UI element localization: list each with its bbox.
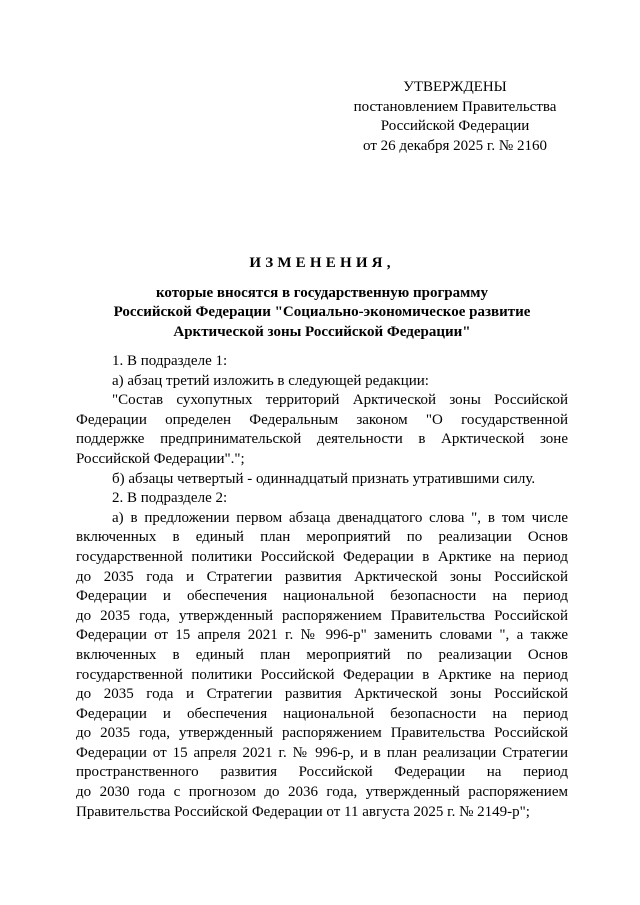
paragraph-6-line: государственной политики Российской Федерации в Арктике на период — [76, 548, 568, 565]
paragraph-6-line: Федерации от 15 апреля 2021 г. № 996-р, и в план реализации Стратегии — [76, 744, 568, 761]
paragraph-6-line: а) в предложении первом абзаца двенадцатого слова ", в том числе — [112, 509, 568, 526]
document-heading — [76, 254, 568, 342]
paragraph-3 — [76, 391, 568, 469]
approval-line-3: от 26 декабря 2025 г. № 2160 — [363, 137, 547, 154]
paragraph-3-line: Федерации определен Федеральным законом "О государственной — [76, 411, 568, 428]
heading-subtitle-1: которые вносятся в государственную программу — [155, 284, 489, 301]
paragraph-4: б) абзацы четвертый - одиннадцатый признать утратившими силу. — [112, 470, 536, 487]
paragraph-6-line: до 2030 года с прогнозом до 2036 года, утвержденный распоряжением — [76, 784, 568, 801]
paragraph-3-line: поддержке предпринимательской деятельности в Арктической зоне — [76, 431, 568, 448]
approval-stamp — [340, 78, 570, 156]
heading-subtitle-3: Арктической зоны Российской Федерации" — [173, 323, 471, 340]
paragraph-6-line: Федерации от 15 апреля 2021 г. № 996-р" заменить словами ", а также — [76, 627, 568, 644]
paragraph-1: 1. В подразделе 1: — [112, 353, 228, 369]
paragraph-6-line: включенных в единый план мероприятий по реализации Основ — [76, 529, 568, 546]
paragraph-3-line: Российской Федерации"."; — [76, 450, 245, 467]
paragraph-6-line: до 2035 года, утвержденный распоряжением Правительства Российской — [76, 725, 568, 742]
document-body — [76, 352, 568, 822]
paragraph-6-line: до 2035 года и Стратегии развития Арктической зоны Российской — [76, 686, 568, 703]
paragraph-3-line: "Состав сухопутных территорий Арктической зоны Российской — [112, 392, 568, 409]
paragraph-6-line: Федерации и обеспечения национальной безопасности на период — [76, 705, 568, 722]
heading-title: ИЗМЕНЕНИЯ, — [249, 255, 395, 271]
paragraph-6-line: государственной политики Российской Федерации в Арктике на период — [76, 666, 568, 683]
approval-line-1: постановлением Правительства — [353, 98, 557, 115]
paragraph-6-line: до 2035 года и Стратегии развития Арктической зоны Российской — [76, 568, 568, 585]
paragraph-6-line: Правительства Российской Федерации от 11 августа 2025 г. № 2149-р"; — [76, 803, 530, 820]
paragraph-6 — [76, 509, 568, 823]
paragraph-2: а) абзац третий изложить в следующей редакции: — [112, 372, 429, 389]
paragraph-6-line: включенных в единый план мероприятий по реализации Основ — [76, 646, 568, 663]
approval-line-2: Российской Федерации — [380, 118, 530, 134]
paragraph-6-line: пространственного развития Российской Федерации на период — [76, 764, 568, 781]
paragraph-6-line: до 2035 года, утвержденный распоряжением Правительства Российской — [76, 607, 568, 624]
paragraph-6-line: Федерации и обеспечения национальной безопасности на период — [76, 588, 568, 605]
heading-subtitle-2: Российской Федерации "Социально-экономическое развитие — [113, 304, 531, 320]
approval-title: УТВЕРЖДЕНЫ — [403, 79, 507, 95]
paragraph-5: 2. В подразделе 2: — [112, 490, 228, 507]
